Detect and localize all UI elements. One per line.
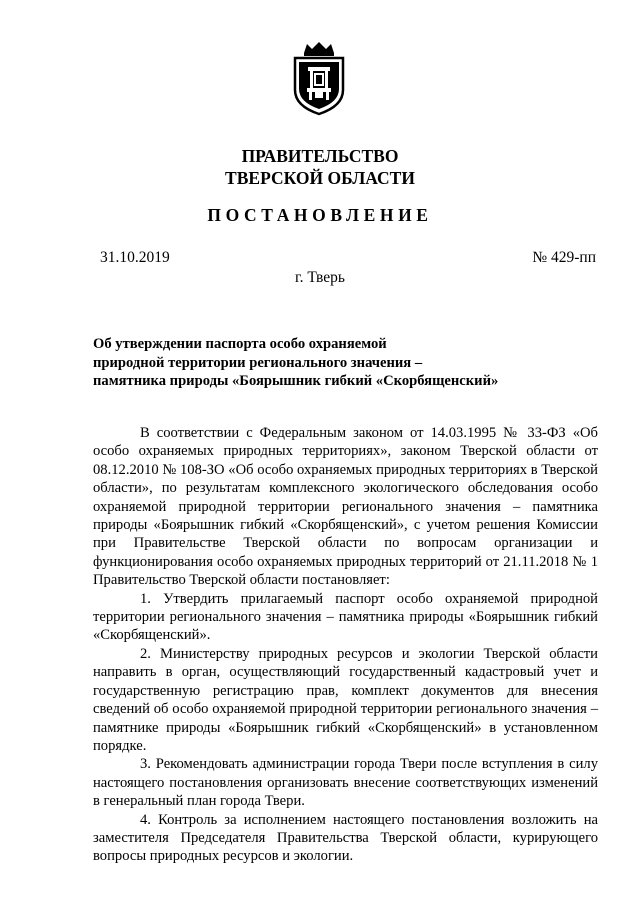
document-date: 31.10.2019	[100, 249, 170, 266]
government-name-line1: ПРАВИТЕЛЬСТВО	[241, 146, 399, 166]
document-number: № 429-пп	[532, 249, 596, 266]
title-line: природной территории регионального значения –	[93, 354, 423, 371]
document-type: ПОСТАНОВЛЕНИЕ	[207, 205, 433, 225]
preamble-paragraph: В соответствии с Федеральным законом от 14.03.1995 № 33-ФЗ «Об особо охраняемых природных территориях», законом Тверской области от 08.12.2010 № 108-ЗО «Об особо охраняемых природных территориях в Тверской области», по результатам комплексного экологического обследования особо охраняемой природной территории регионального значения – памятника природы «Боярышник гибкий «Скорбященский», с учетом решения Комиссии при Правительстве Тверской области по вопросам организации и функционирования особо охраняемых природных территорий от 21.11.2018 № 1 Правительство Тверской области постановляет:	[93, 425, 598, 589]
tver-oblast-coat-of-arms-icon	[291, 40, 347, 116]
clause-paragraph-3: 3. Рекомендовать администрации города Твери после вступления в силу настоящего постановления организовать внесение соответствующих изменений в генеральный план города Твери.	[93, 756, 598, 810]
title-line: памятника природы «Боярышник гибкий «Скорбященский»	[93, 373, 499, 390]
document-title	[93, 335, 498, 391]
clause-paragraph-2: 2. Министерству природных ресурсов и экологии Тверской области направить в орган, осуществляющий государственный кадастровый учет и государственную регистрацию прав, комплект документов для внесения сведений об особо охраняемой природной территории регионального значения – памятнике природы «Боярышник гибкий «Скорбященский» в установленном порядке.	[93, 645, 598, 754]
government-name-line2: ТВЕРСКОЙ ОБЛАСТИ	[225, 168, 415, 188]
document-city: г. Тверь	[295, 269, 345, 286]
clause-paragraph-4: 4. Контроль за исполнением настоящего постановления возложить на заместителя Председателя Правительства Тверской области, курирующего вопросы природных ресурсов и экологии.	[93, 811, 598, 865]
title-line: Об утверждении паспорта особо охраняемой	[93, 336, 387, 352]
document-body	[93, 424, 598, 866]
clause-paragraph-1: 1. Утвердить прилагаемый паспорт особо охраняемой природной территории регионального значения – памятника природы «Боярышник гибкий «Скорбященский».	[93, 590, 598, 644]
